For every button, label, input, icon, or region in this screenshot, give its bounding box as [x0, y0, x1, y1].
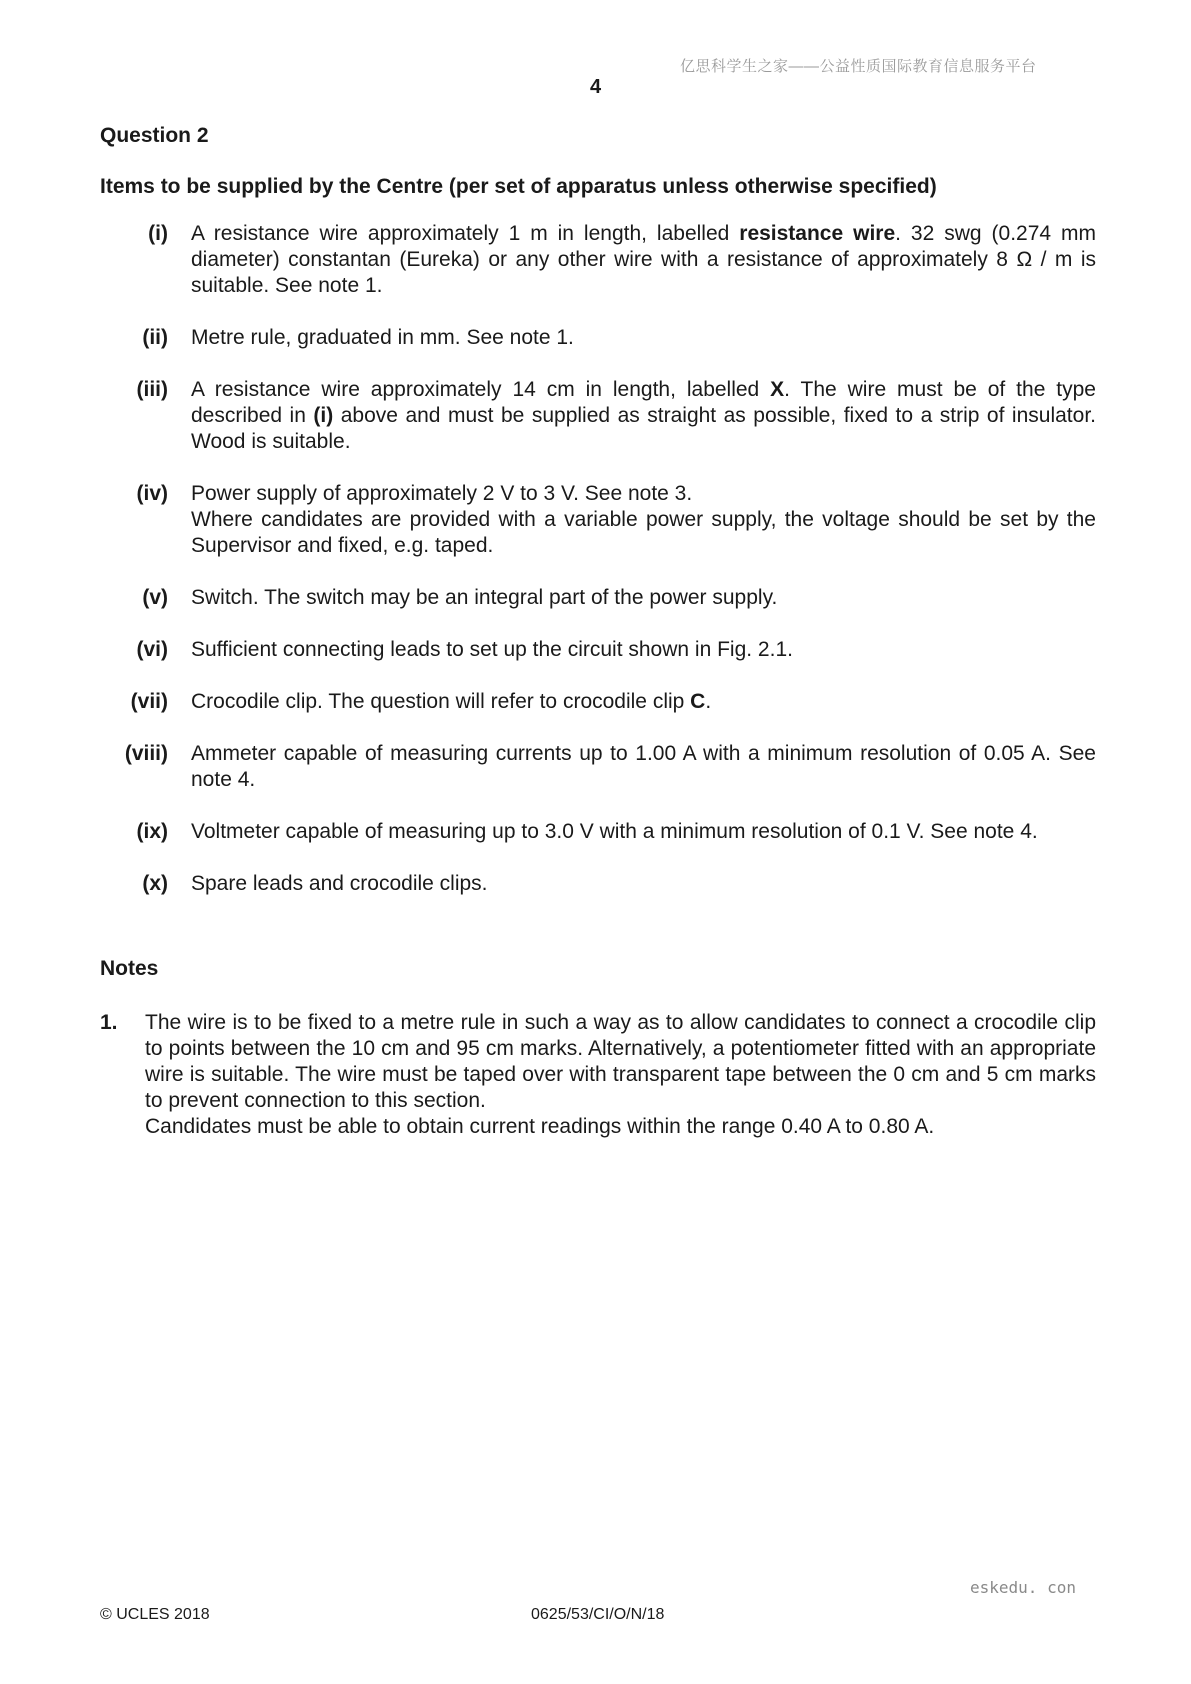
item-label: (ii)	[142, 326, 168, 349]
note-number: 1.	[100, 1011, 118, 1034]
item-text: A resistance wire approximately 14 cm in length, labelled X. The wire must be of the type described in (i) above and must be supplied as straight as possible, fixed to a strip of insulator. Wood is suitable.	[191, 378, 1096, 453]
item-ix	[100, 819, 1096, 845]
item-label: (iii)	[136, 378, 168, 401]
item-iii	[100, 377, 1096, 455]
page-number: 4	[589, 76, 602, 98]
item-x	[100, 871, 1096, 897]
notes-title: Notes	[100, 957, 159, 980]
note-1	[100, 1010, 1096, 1140]
item-iv	[100, 481, 1096, 559]
item-text: Metre rule, graduated in mm. See note 1.	[191, 326, 574, 349]
item-label: (viii)	[124, 742, 168, 765]
item-label: (ix)	[136, 820, 168, 843]
item-viii	[100, 741, 1096, 793]
footer-copyright: © UCLES 2018	[100, 1606, 210, 1623]
item-i	[100, 221, 1096, 299]
item-label: (x)	[142, 872, 168, 895]
watermark-top: 亿思科学生之家——公益性质国际教育信息服务平台	[680, 58, 1037, 75]
item-label: (v)	[142, 586, 168, 609]
question-title: Question 2	[100, 124, 209, 147]
item-text: Spare leads and crocodile clips.	[191, 872, 488, 895]
item-vi	[100, 637, 1096, 663]
item-text: Voltmeter capable of measuring up to 3.0 V with a minimum resolution of 0.1 V. See note 4.	[191, 820, 1038, 843]
note-text: The wire is to be fixed to a metre rule in such a way as to allow candidates to connect a crocodile clip to points between the 10 cm and 95 cm marks. Alternatively, a potentiometer fitted with an appropriate wire is suitable. The wire must be taped over with transparent tape between the 0 cm and 5 cm marks to prevent connection to this section. Candidates must be able to obtain current readings within the range 0.40 A to 0.80 A.	[145, 1011, 1096, 1138]
item-text: Sufficient connecting leads to set up the circuit shown in Fig. 2.1.	[191, 638, 793, 661]
item-label: (iv)	[136, 482, 168, 505]
watermark-bottom: eskedu. con	[970, 1578, 1076, 1597]
item-text: Switch. The switch may be an integral part of the power supply.	[191, 586, 778, 609]
item-text: Ammeter capable of measuring currents up to 1.00 A with a minimum resolution of 0.05 A. See note 4.	[191, 742, 1096, 791]
item-label: (i)	[148, 222, 168, 245]
item-label: (vi)	[136, 638, 168, 661]
footer-code: 0625/53/CI/O/N/18	[531, 1606, 665, 1623]
items-heading: Items to be supplied by the Centre (per set of apparatus unless otherwise specified)	[100, 175, 937, 198]
item-text: Crocodile clip. The question will refer to crocodile clip C.	[191, 690, 712, 713]
item-text: Power supply of approximately 2 V to 3 V. See note 3. Where candidates are provided with a variable power supply, the voltage should be set by the Supervisor and fixed, e.g. taped.	[191, 482, 1096, 557]
item-text: A resistance wire approximately 1 m in length, labelled resistance wire. 32 swg (0.274 mm diameter) constantan (Eureka) or any other wire with a resistance of approximately 8 Ω / m is suitable. See note 1.	[191, 222, 1096, 297]
item-v	[100, 585, 1096, 611]
item-vii	[100, 689, 1096, 715]
item-ii	[100, 325, 1096, 351]
item-label: (vii)	[130, 690, 168, 713]
